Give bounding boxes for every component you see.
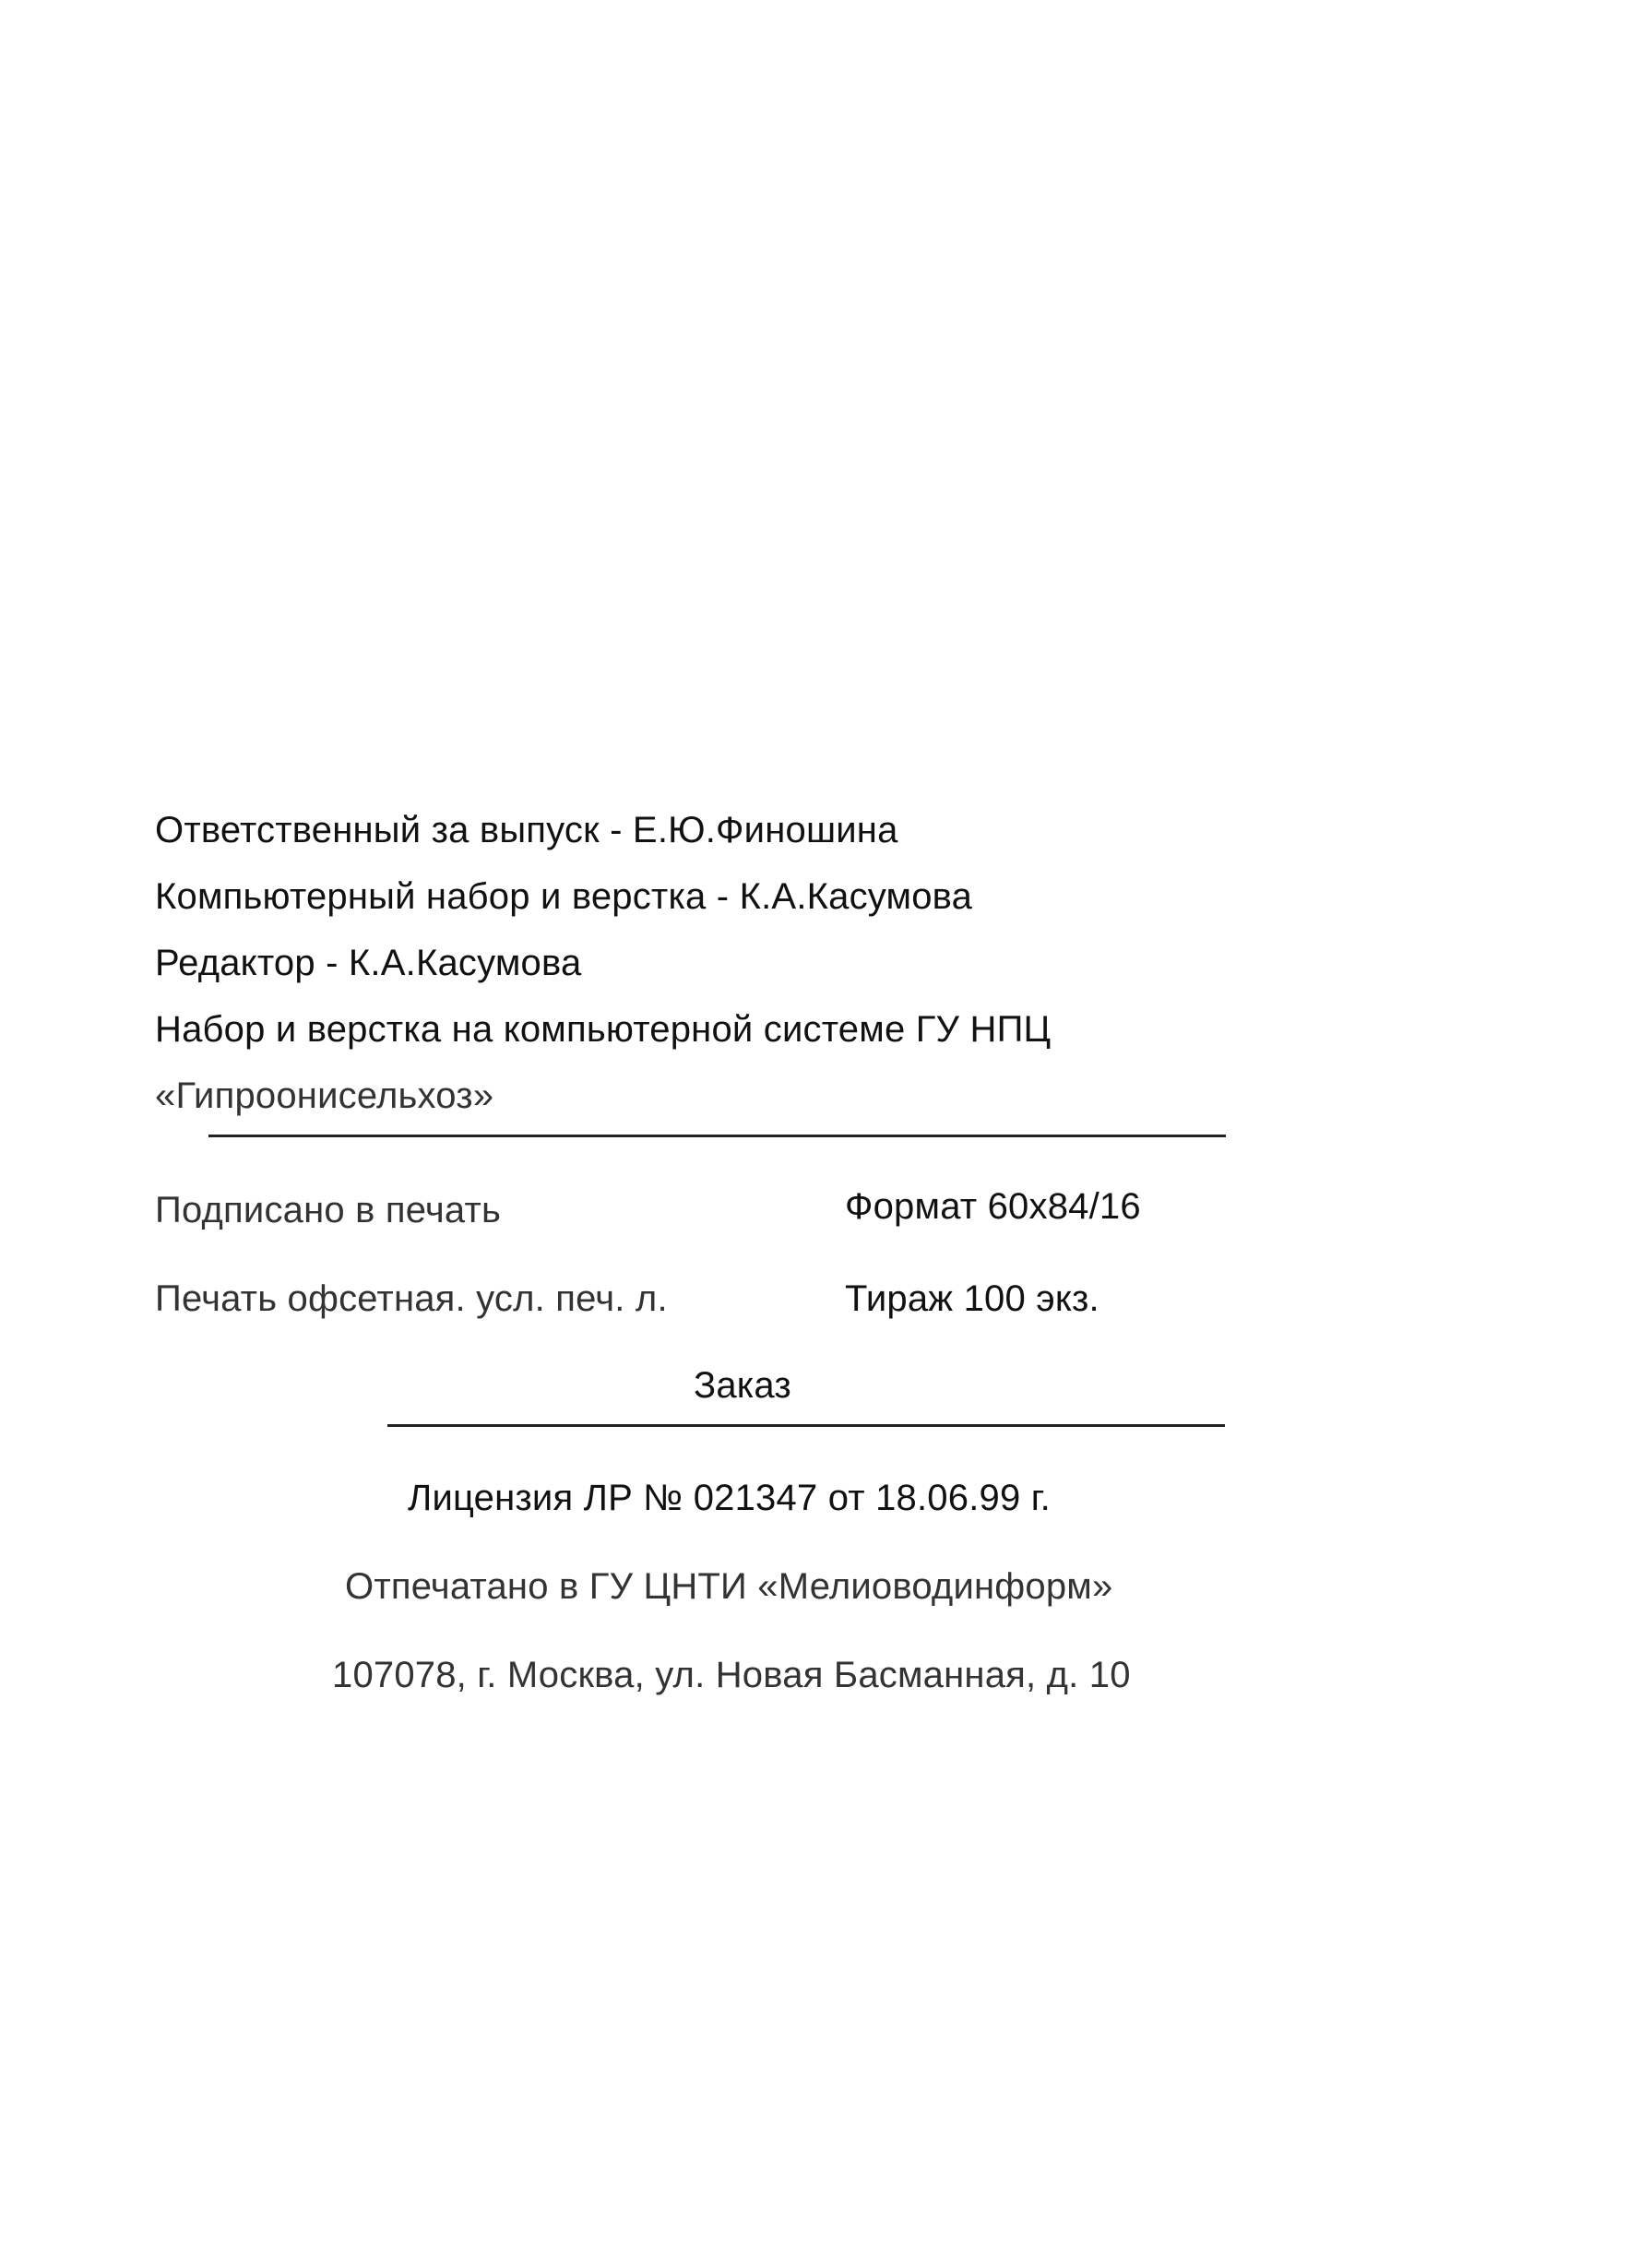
print-type-label: Печать офсетная. усл. печ. л. — [155, 1278, 668, 1319]
divider-top — [208, 1135, 1226, 1137]
credit-organization: «Гипроонисельхоз» — [155, 1075, 494, 1116]
printed-at-line: Отпечатано в ГУ ЦНТИ «Мелиоводинформ» — [345, 1566, 1113, 1607]
license-line: Лицензия ЛР № 021347 от 18.06.99 г. — [408, 1478, 1051, 1518]
divider-bottom — [387, 1424, 1225, 1427]
credit-responsible: Ответственный за выпуск - Е.Ю.Финошина — [155, 810, 898, 850]
credit-typesetting: Компьютерный набор и верстка - К.А.Касумова — [155, 876, 973, 917]
credit-editor: Редактор - К.А.Касумова — [155, 943, 582, 983]
format-label: Формат 60х84/16 — [845, 1186, 1141, 1227]
signed-to-print-label: Подписано в печать — [155, 1190, 502, 1230]
address-line: 107078, г. Москва, ул. Новая Басманная, д. 10 — [332, 1655, 1131, 1695]
circulation-label: Тираж 100 экз. — [845, 1278, 1099, 1319]
order-label: Заказ — [694, 1365, 791, 1406]
credit-system: Набор и верстка на компьютерной системе ГУ НПЦ — [155, 1009, 1052, 1050]
